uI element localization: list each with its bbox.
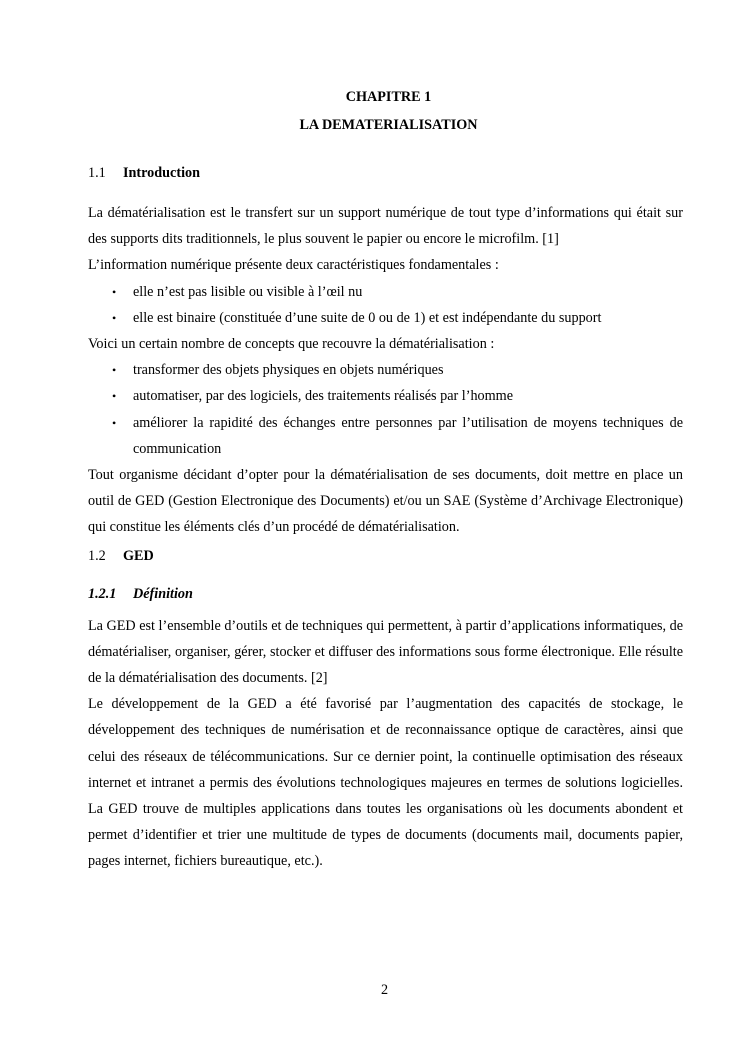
bullet-icon: •: [112, 389, 117, 404]
page-number: 2: [380, 982, 389, 998]
bullet-icon: •: [112, 284, 117, 299]
bullet-list: [88, 357, 683, 462]
paragraph: Le développement de la GED a été favorisé par l’augmentation des capacités de stockage, le développement des techniques de numérisation et de reconnaissance optique de caractères, ainsi que celui des réseaux de télécommunications. Sur ce dernier point, la continuelle optimisation des réseaux internet et intranet a permis des évolutions technologiques majeures en termes de solutions logicielles. La GED trouve de multiples applications dans toutes les organisations où les documents abondent et permet d’identifier et trier une multitude de types de documents (documents mail, documents papier, pages internet, fichiers bureautique, etc.).: [88, 696, 683, 870]
chapter-title: LA DEMATERIALISATION: [299, 117, 478, 133]
paragraph: La dématérialisation est le transfert sur un support numérique de tout type d’informations qui était sur des supports dits traditionnels, le plus souvent le papier ou encore le microfilm. [1]: [88, 205, 683, 248]
section-heading-introduction: [88, 162, 683, 184]
section-number: 1.1: [88, 165, 106, 181]
list-item: [88, 410, 683, 462]
list-item: [88, 279, 683, 305]
list-item-text: automatiser, par des logiciels, des traitements réalisés par l’homme: [133, 388, 514, 405]
list-item-text: transformer des objets physiques en objets numériques: [133, 362, 444, 379]
list-item-text: améliorer la rapidité des échanges entre personnes par l’utilisation de moyens techniques de communication: [133, 414, 683, 457]
bullet-icon: •: [112, 415, 117, 430]
list-item: [88, 357, 683, 383]
bullet-icon: •: [112, 310, 117, 325]
section-title: Introduction: [123, 165, 200, 181]
section-heading-ged: [88, 545, 683, 567]
subsection-number: 1.2.1: [88, 585, 117, 602]
paragraph: Voici un certain nombre de concepts que recouvre la dématérialisation :: [88, 336, 495, 353]
list-item: [88, 383, 683, 409]
paragraph: Tout organisme décidant d’opter pour la dématérialisation de ses documents, doit mettre en place un outil de GED (Gestion Electronique des Documents) et/ou un SAE (Système d’Archivage Electronique) qui constitue les éléments clés d’un procédé de dématérialisation.: [88, 467, 683, 536]
section-title: GED: [123, 547, 154, 564]
chapter-label: CHAPITRE 1: [345, 89, 432, 105]
section-number: 1.2: [88, 547, 106, 564]
list-item: [88, 305, 683, 331]
subsection-title: Définition: [133, 585, 193, 602]
paragraph: La GED est l’ensemble d’outils et de techniques qui permettent, à partir d’applications informatiques, de dématérialiser, organiser, gérer, stocker et diffuser des informations sous forme électronique. Elle résulte de la dématérialisation des documents. [2]: [88, 617, 683, 687]
list-item-text: elle est binaire (constituée d’une suite de 0 ou de 1) et est indépendante du support: [133, 309, 602, 326]
bullet-list: [88, 279, 683, 331]
subsection-heading-definition: [88, 583, 683, 605]
bullet-icon: •: [112, 363, 117, 378]
list-item-text: elle n’est pas lisible ou visible à l’œil nu: [133, 283, 363, 300]
paragraph: L’information numérique présente deux caractéristiques fondamentales :: [88, 257, 499, 274]
document-page: [88, 86, 683, 875]
